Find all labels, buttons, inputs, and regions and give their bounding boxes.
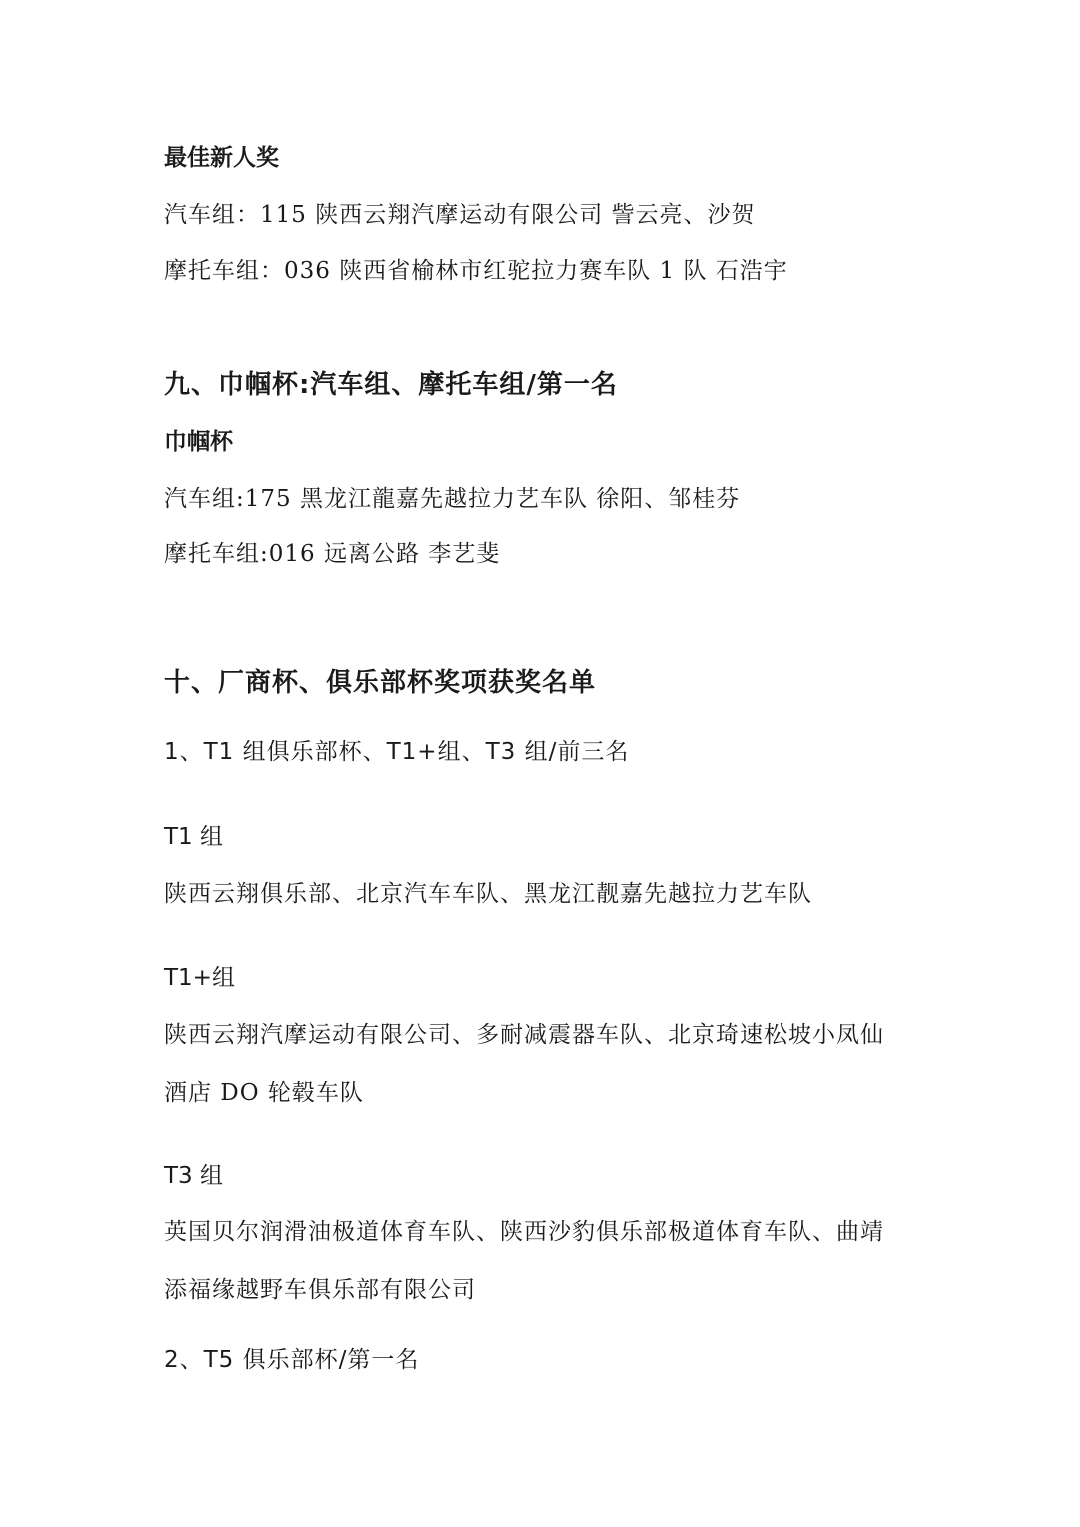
best-newcomer-title: 最佳新人奖 bbox=[164, 145, 279, 171]
t1plus-line1: 陕西云翔汽摩运动有限公司、多耐减震器车队、北京琦速松坡小凤仙 bbox=[164, 1022, 884, 1048]
t1-text: 陕西云翔俱乐部、北京汽车车队、黑龙江靓嘉先越拉力艺车队 bbox=[164, 881, 812, 907]
section9-heading: 九、巾帼杯:汽车组、摩托车组/第一名 bbox=[164, 370, 618, 400]
section9-car: 汽车组:175 黑龙江龍嘉先越拉力艺车队 徐阳、邹桂芬 bbox=[164, 486, 741, 512]
section9-subtitle: 巾帼杯 bbox=[164, 429, 233, 455]
section9-moto: 摩托车组:016 远离公路 李艺斐 bbox=[164, 541, 501, 567]
t3-line2: 添福缘越野车俱乐部有限公司 bbox=[164, 1277, 476, 1303]
section10-heading: 十、厂商杯、俱乐部杯奖项获奖名单 bbox=[164, 668, 597, 698]
t1plus-line2: 酒店 DO 轮毂车队 bbox=[164, 1080, 364, 1106]
t1plus-label: T1+组 bbox=[164, 965, 235, 991]
best-newcomer-car: 汽车组：115 陕西云翔汽摩运动有限公司 訾云亮、沙贺 bbox=[164, 202, 756, 228]
t3-line1: 英国贝尔润滑油极道体育车队、陕西沙豹俱乐部极道体育车队、曲靖 bbox=[164, 1219, 884, 1245]
t3-label: T3 组 bbox=[164, 1163, 223, 1189]
best-newcomer-moto: 摩托车组：036 陕西省榆林市红驼拉力赛车队 1 队 石浩宇 bbox=[164, 258, 788, 284]
section10-item2: 2、T5 俱乐部杯/第一名 bbox=[164, 1347, 420, 1373]
section10-item1: 1、T1 组俱乐部杯、T1+组、T3 组/前三名 bbox=[164, 739, 630, 765]
t1-label: T1 组 bbox=[164, 824, 223, 850]
